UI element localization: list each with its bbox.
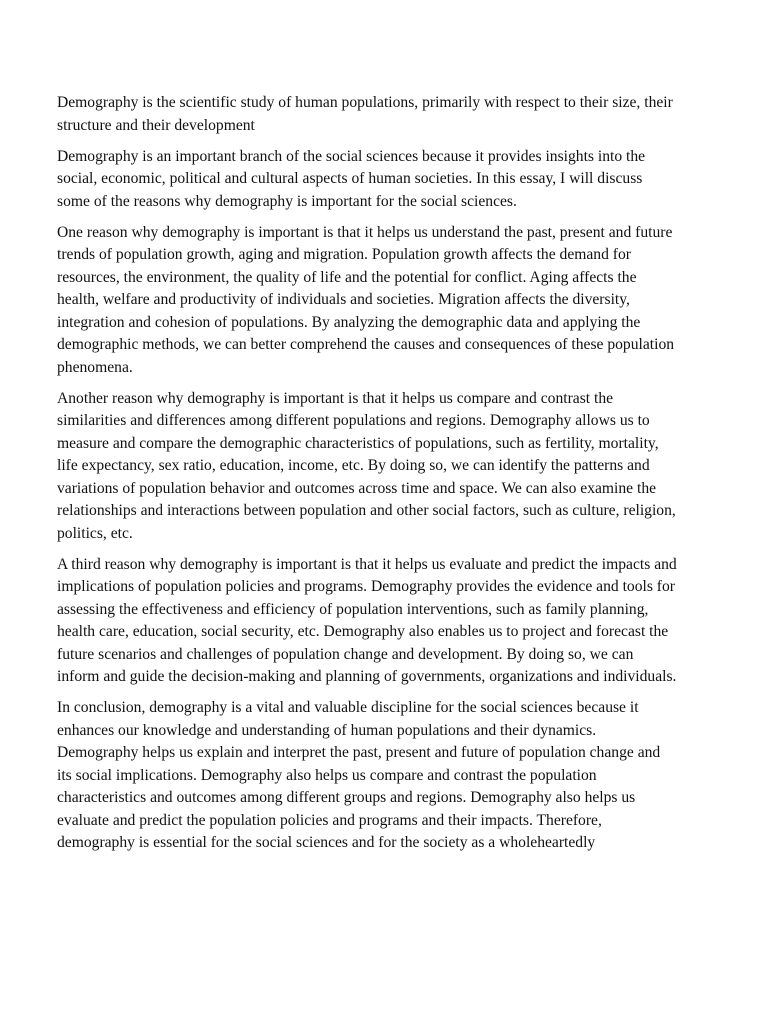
paragraph-first-reason: One reason why demography is important is that it helps us understand the past, present and future trends of population growth, aging and migration. Population growth affects the demand for resources, the environment, the quality of life and the potential for conflict. Aging affects the health, welfare and productivity of individuals and societies. Migration affects the diversity, integration and cohesion of populations. By analyzing the demographic data and applying the demographic methods, we can better comprehend the causes and consequences of these population phenomena. [57, 223, 675, 376]
paragraph-third-reason: A third reason why demography is important is that it helps us evaluate and predict the impacts and implications of population policies and programs. Demography provides the evidence and tools for assessing the effectiveness and efficiency of population interventions, such as family planning, health care, education, social security, etc. Demography also enables us to project and forecast the future scenarios and challenges of population change and development. By doing so, we can inform and guide the decision-making and planning of governments, organizations and individuals. [57, 555, 677, 685]
paragraph-second-reason: Another reason why demography is important is that it helps us compare and contrast the similarities and differences among different populations and regions. Demography allows us to measure and compare the demographic characteristics of populations, such as fertility, mortality, life expectancy, sex ratio, education, income, etc. By doing so, we can identify the patterns and variations of population behavior and outcomes across time and space. We can also examine the relationships and interactions between population and other social factors, such as culture, religion, politics, etc. [57, 389, 676, 542]
document-page [57, 92, 677, 863]
paragraph-conclusion: In conclusion, demography is a vital and valuable discipline for the social sciences because it enhances our knowledge and understanding of human populations and their dynamics. Demography helps us explain and interpret the past, present and future of population change and its social implications. Demography also helps us compare and contrast the population characteristics and outcomes among different groups and regions. Demography also helps us evaluate and predict the population policies and programs and their impacts. Therefore, demography is essential for the social sciences and for the society as a wholeheartedly [57, 699, 661, 851]
paragraph-introduction: Demography is an important branch of the social sciences because it provides insights into the social, economic, political and cultural aspects of human societies. In this essay, I will discuss some of the reasons why demography is important for the social sciences. [57, 147, 646, 210]
paragraph-definition: Demography is the scientific study of human populations, primarily with respect to their size, their structure and their development [57, 94, 673, 134]
